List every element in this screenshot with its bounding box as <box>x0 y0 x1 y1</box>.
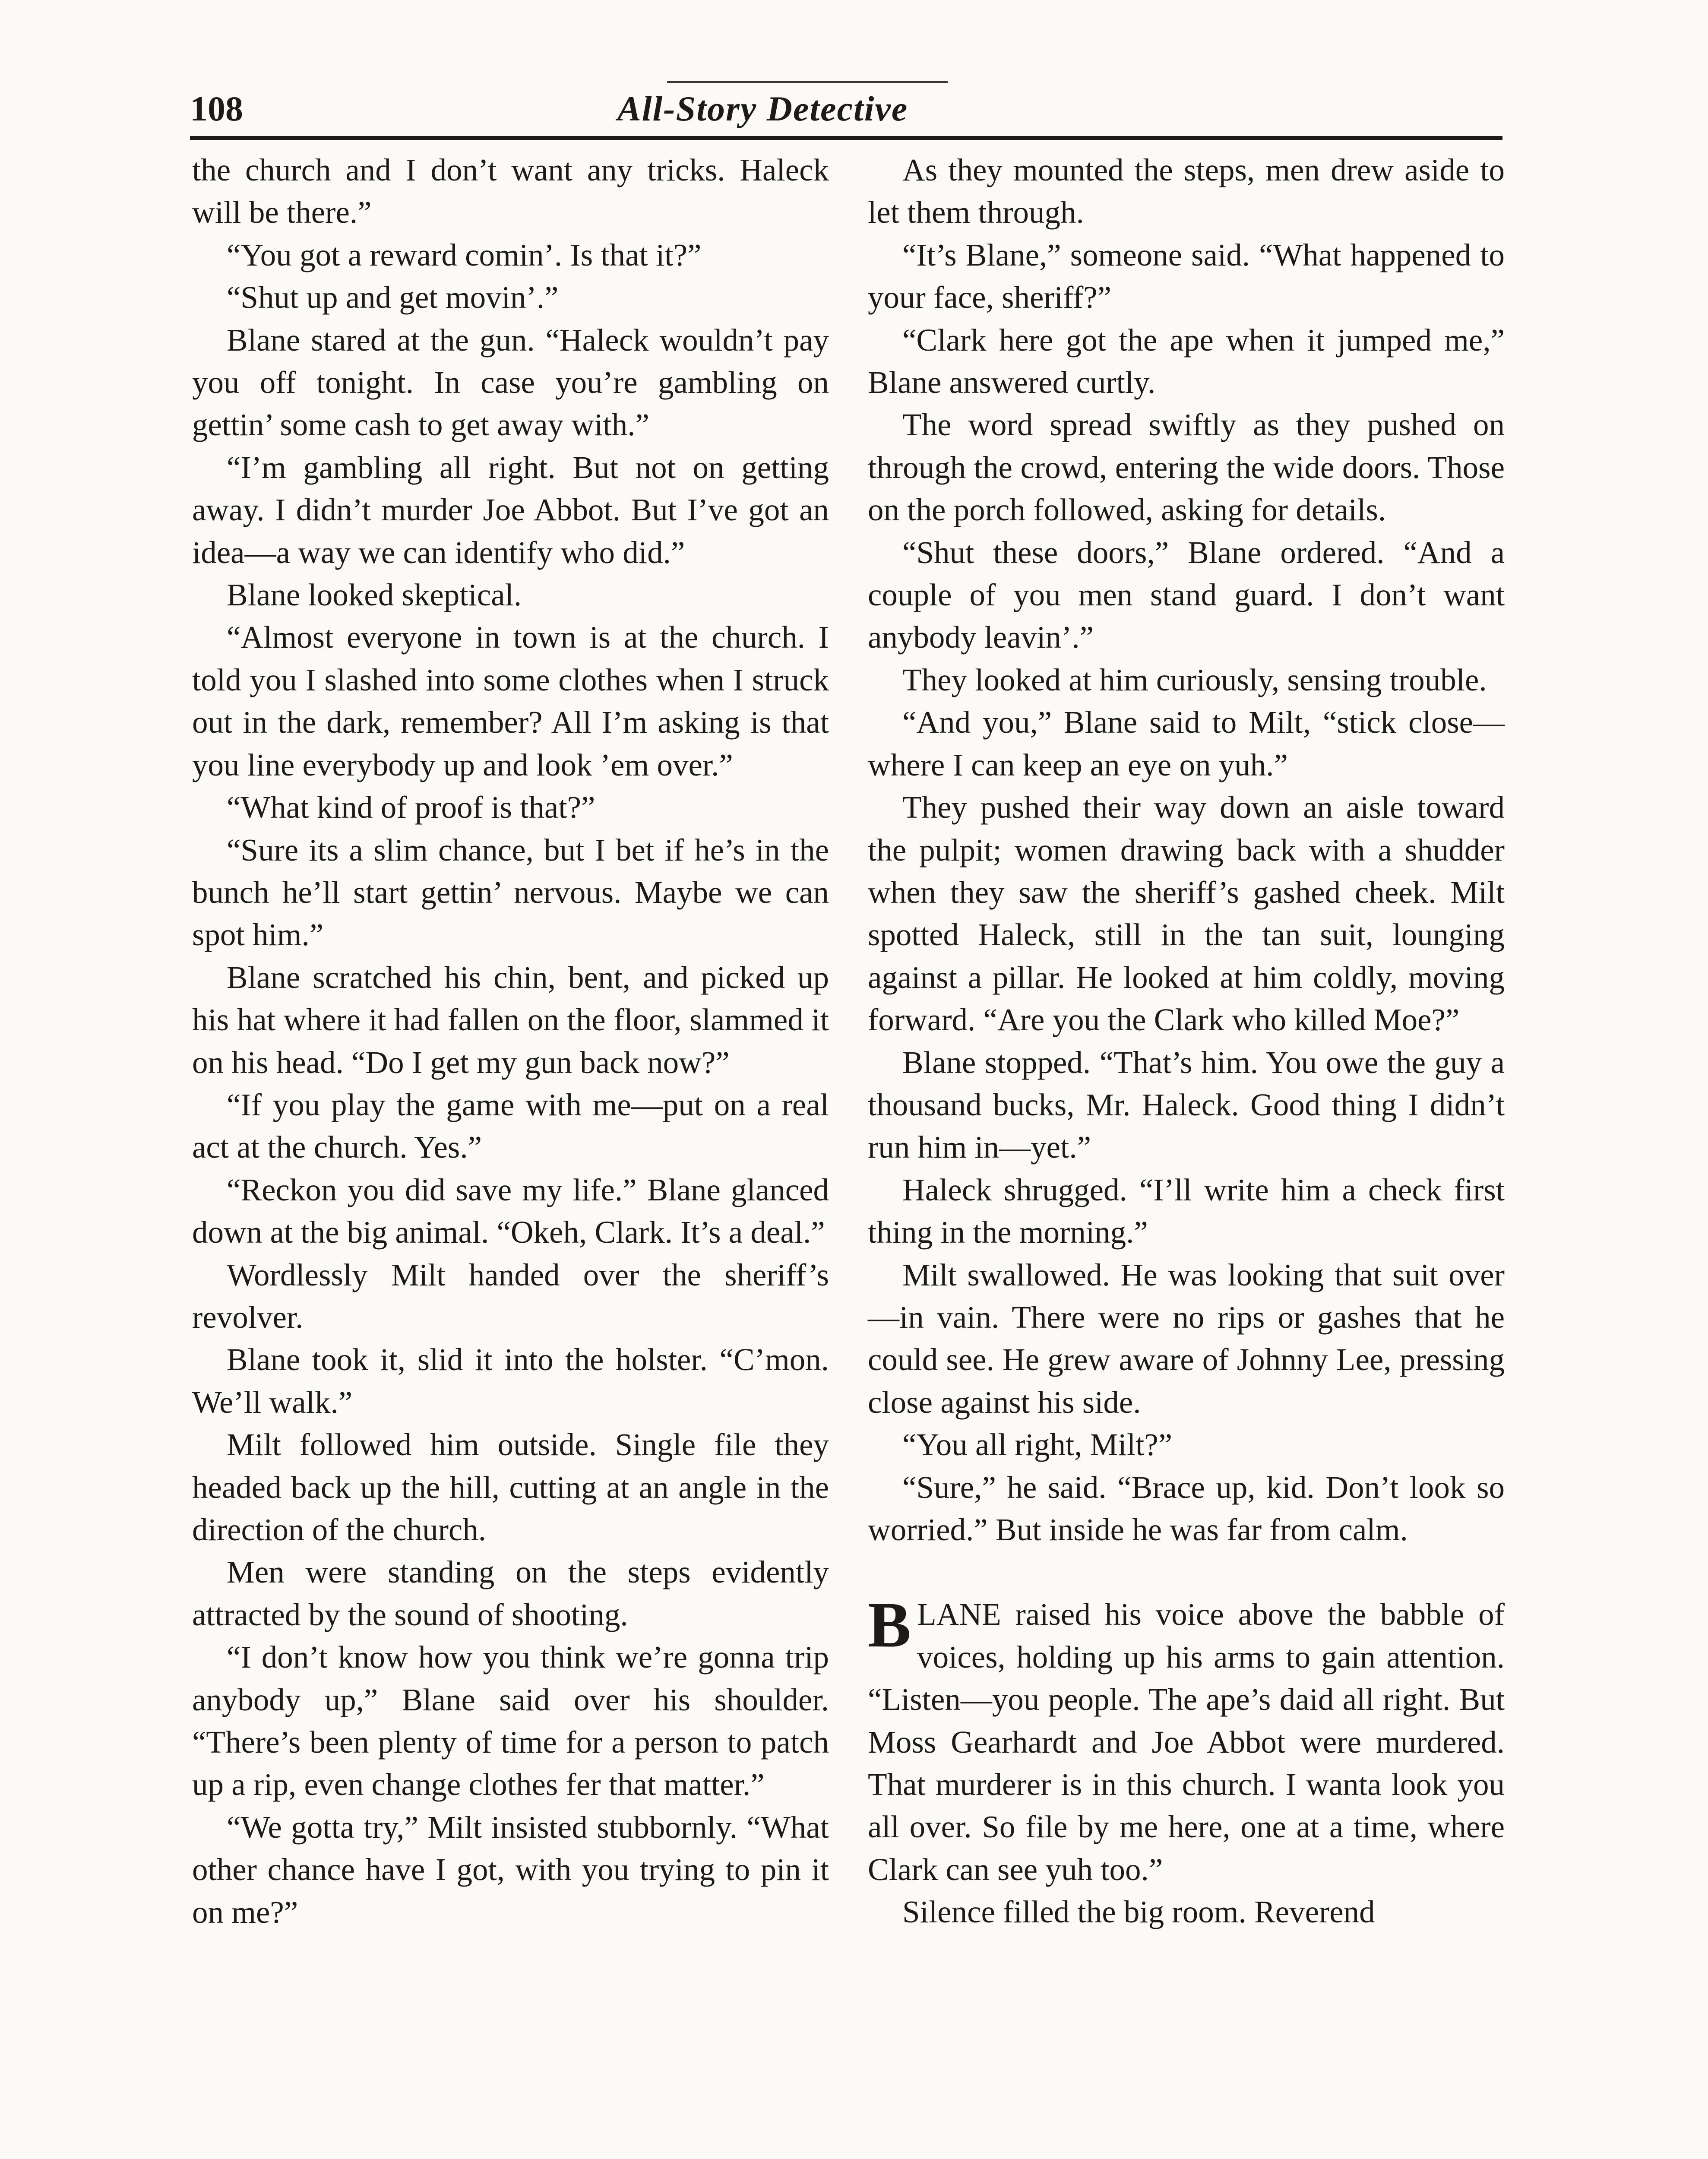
paragraph: Blane stopped. “That’s him. You owe the guy a thousand bucks, Mr. Haleck. Good thing I didn’t run him in—yet.” <box>868 1045 1505 1165</box>
paragraph: “What kind of proof is that?” <box>227 790 595 825</box>
paragraph: The word spread swiftly as they pushed on through the crowd, entering the wide doors. Those on the porch followed, asking for details. <box>868 407 1505 528</box>
section-paragraph-text: LANE raised his voice above the babble of voices, holding up his arms to gain attention. “Listen—you people. The ape’s daid all right. But Moss Gearhardt and Joe Abbot were murdered. That murderer is in this church. I wanta look you all over. So file by me here, one at a time, where Clark can see yuh too.” <box>868 1597 1505 1887</box>
paragraph: the church and I don’t want any tricks. Haleck will be there.” <box>192 152 829 230</box>
paragraph: “Clark here got the ape when it jumped me,” Blane answered curtly. <box>868 322 1505 400</box>
paragraph: “You got a reward comin’. Is that it?” <box>227 237 702 272</box>
paragraph: “We gotta try,” Milt insisted stubbornly. “What other chance have I got, with you trying to pin it on me?” <box>192 1809 829 1930</box>
paragraph: Haleck shrugged. “I’ll write him a check first thing in the morning.” <box>868 1172 1505 1250</box>
paragraph: They looked at him curiously, sensing trouble. <box>902 662 1487 697</box>
paragraph: Wordlessly Milt handed over the sheriff’s revolver. <box>192 1257 829 1335</box>
paragraph: “Shut up and get movin’.” <box>227 280 559 315</box>
left-column <box>192 149 829 1934</box>
paragraph: “Sure its a slim chance, but I bet if he’s in the bunch he’ll start gettin’ nervous. Maybe we can spot him.” <box>192 832 829 953</box>
paragraph: “Sure,” he said. “Brace up, kid. Don’t look so worried.” But inside he was far from calm. <box>868 1469 1505 1547</box>
paragraph: “Shut these doors,” Blane ordered. “And a couple of you men stand guard. I don’t want anybody leavin’.” <box>868 535 1505 655</box>
paragraph: “And you,” Blane said to Milt, “stick close—where I can keep an eye on yuh.” <box>868 705 1505 782</box>
paragraph: “I don’t know how you think we’re gonna trip anybody up,” Blane said over his shoulder. “There’s been plenty of time for a person to patch up a rip, even change clothes fer that matter.” <box>192 1640 829 1802</box>
paragraph: “Almost everyone in town is at the church. I told you I slashed into some clothes when I struck out in the dark, remember? All I’m asking is that you line everybody up and look ’em over.” <box>192 620 829 782</box>
paragraph: “Reckon you did save my life.” Blane glanced down at the big animal. “Okeh, Clark. It’s a deal.” <box>192 1172 829 1250</box>
paragraph: “It’s Blane,” someone said. “What happened to your face, sheriff?” <box>868 237 1505 315</box>
paragraph: Milt swallowed. He was looking that suit over—in vain. There were no rips or gashes that he could see. He grew aware of Johnny Lee, pressing close against his side. <box>868 1257 1505 1420</box>
paragraph: Blane scratched his chin, bent, and picked up his hat where it had fallen on the floor, slammed it on his head. “Do I get my gun back now?” <box>192 959 829 1080</box>
paragraph: “You all right, Milt?” <box>902 1427 1173 1463</box>
paragraph: They pushed their way down an aisle toward the pulpit; women drawing back with a shudder when they saw the sheriff’s gashed cheek. Milt spotted Haleck, still in the tan suit, lounging against a pillar. He looked at him coldly, moving forward. “Are you the Clark who killed Moe?” <box>868 790 1505 1038</box>
section-start-paragraph <box>868 1589 1505 1891</box>
right-column <box>868 149 1505 1934</box>
drop-cap: B <box>868 1589 911 1661</box>
paragraph: “I’m gambling all right. But not on getting away. I didn’t murder Joe Abbot. But I’ve got an idea—a way we can identify who did.” <box>192 450 829 570</box>
paragraph: As they mounted the steps, men drew aside to let them through. <box>868 152 1505 230</box>
paragraph: Men were standing on the steps evidently attracted by the sound of shooting. <box>192 1554 829 1632</box>
running-title: All-Story Detective <box>617 89 908 128</box>
paragraph: Blane stared at the gun. “Haleck wouldn’t pay you off tonight. In case you’re gambling on gettin’ some cash to get away with.” <box>192 322 829 443</box>
paragraph: Blane looked skeptical. <box>227 577 522 613</box>
paragraph: Blane took it, slid it into the holster. “C’mon. We’ll walk.” <box>192 1342 829 1420</box>
top-tick-mark <box>667 81 948 83</box>
paragraph: “If you play the game with me—put on a real act at the church. Yes.” <box>192 1087 829 1165</box>
header-rule <box>190 136 1502 140</box>
page-number: 108 <box>190 89 243 128</box>
paragraph: Silence filled the big room. Reverend <box>902 1894 1375 1930</box>
paragraph: Milt followed him outside. Single file they headed back up the hill, cutting at an angle in the direction of the church. <box>192 1427 829 1547</box>
